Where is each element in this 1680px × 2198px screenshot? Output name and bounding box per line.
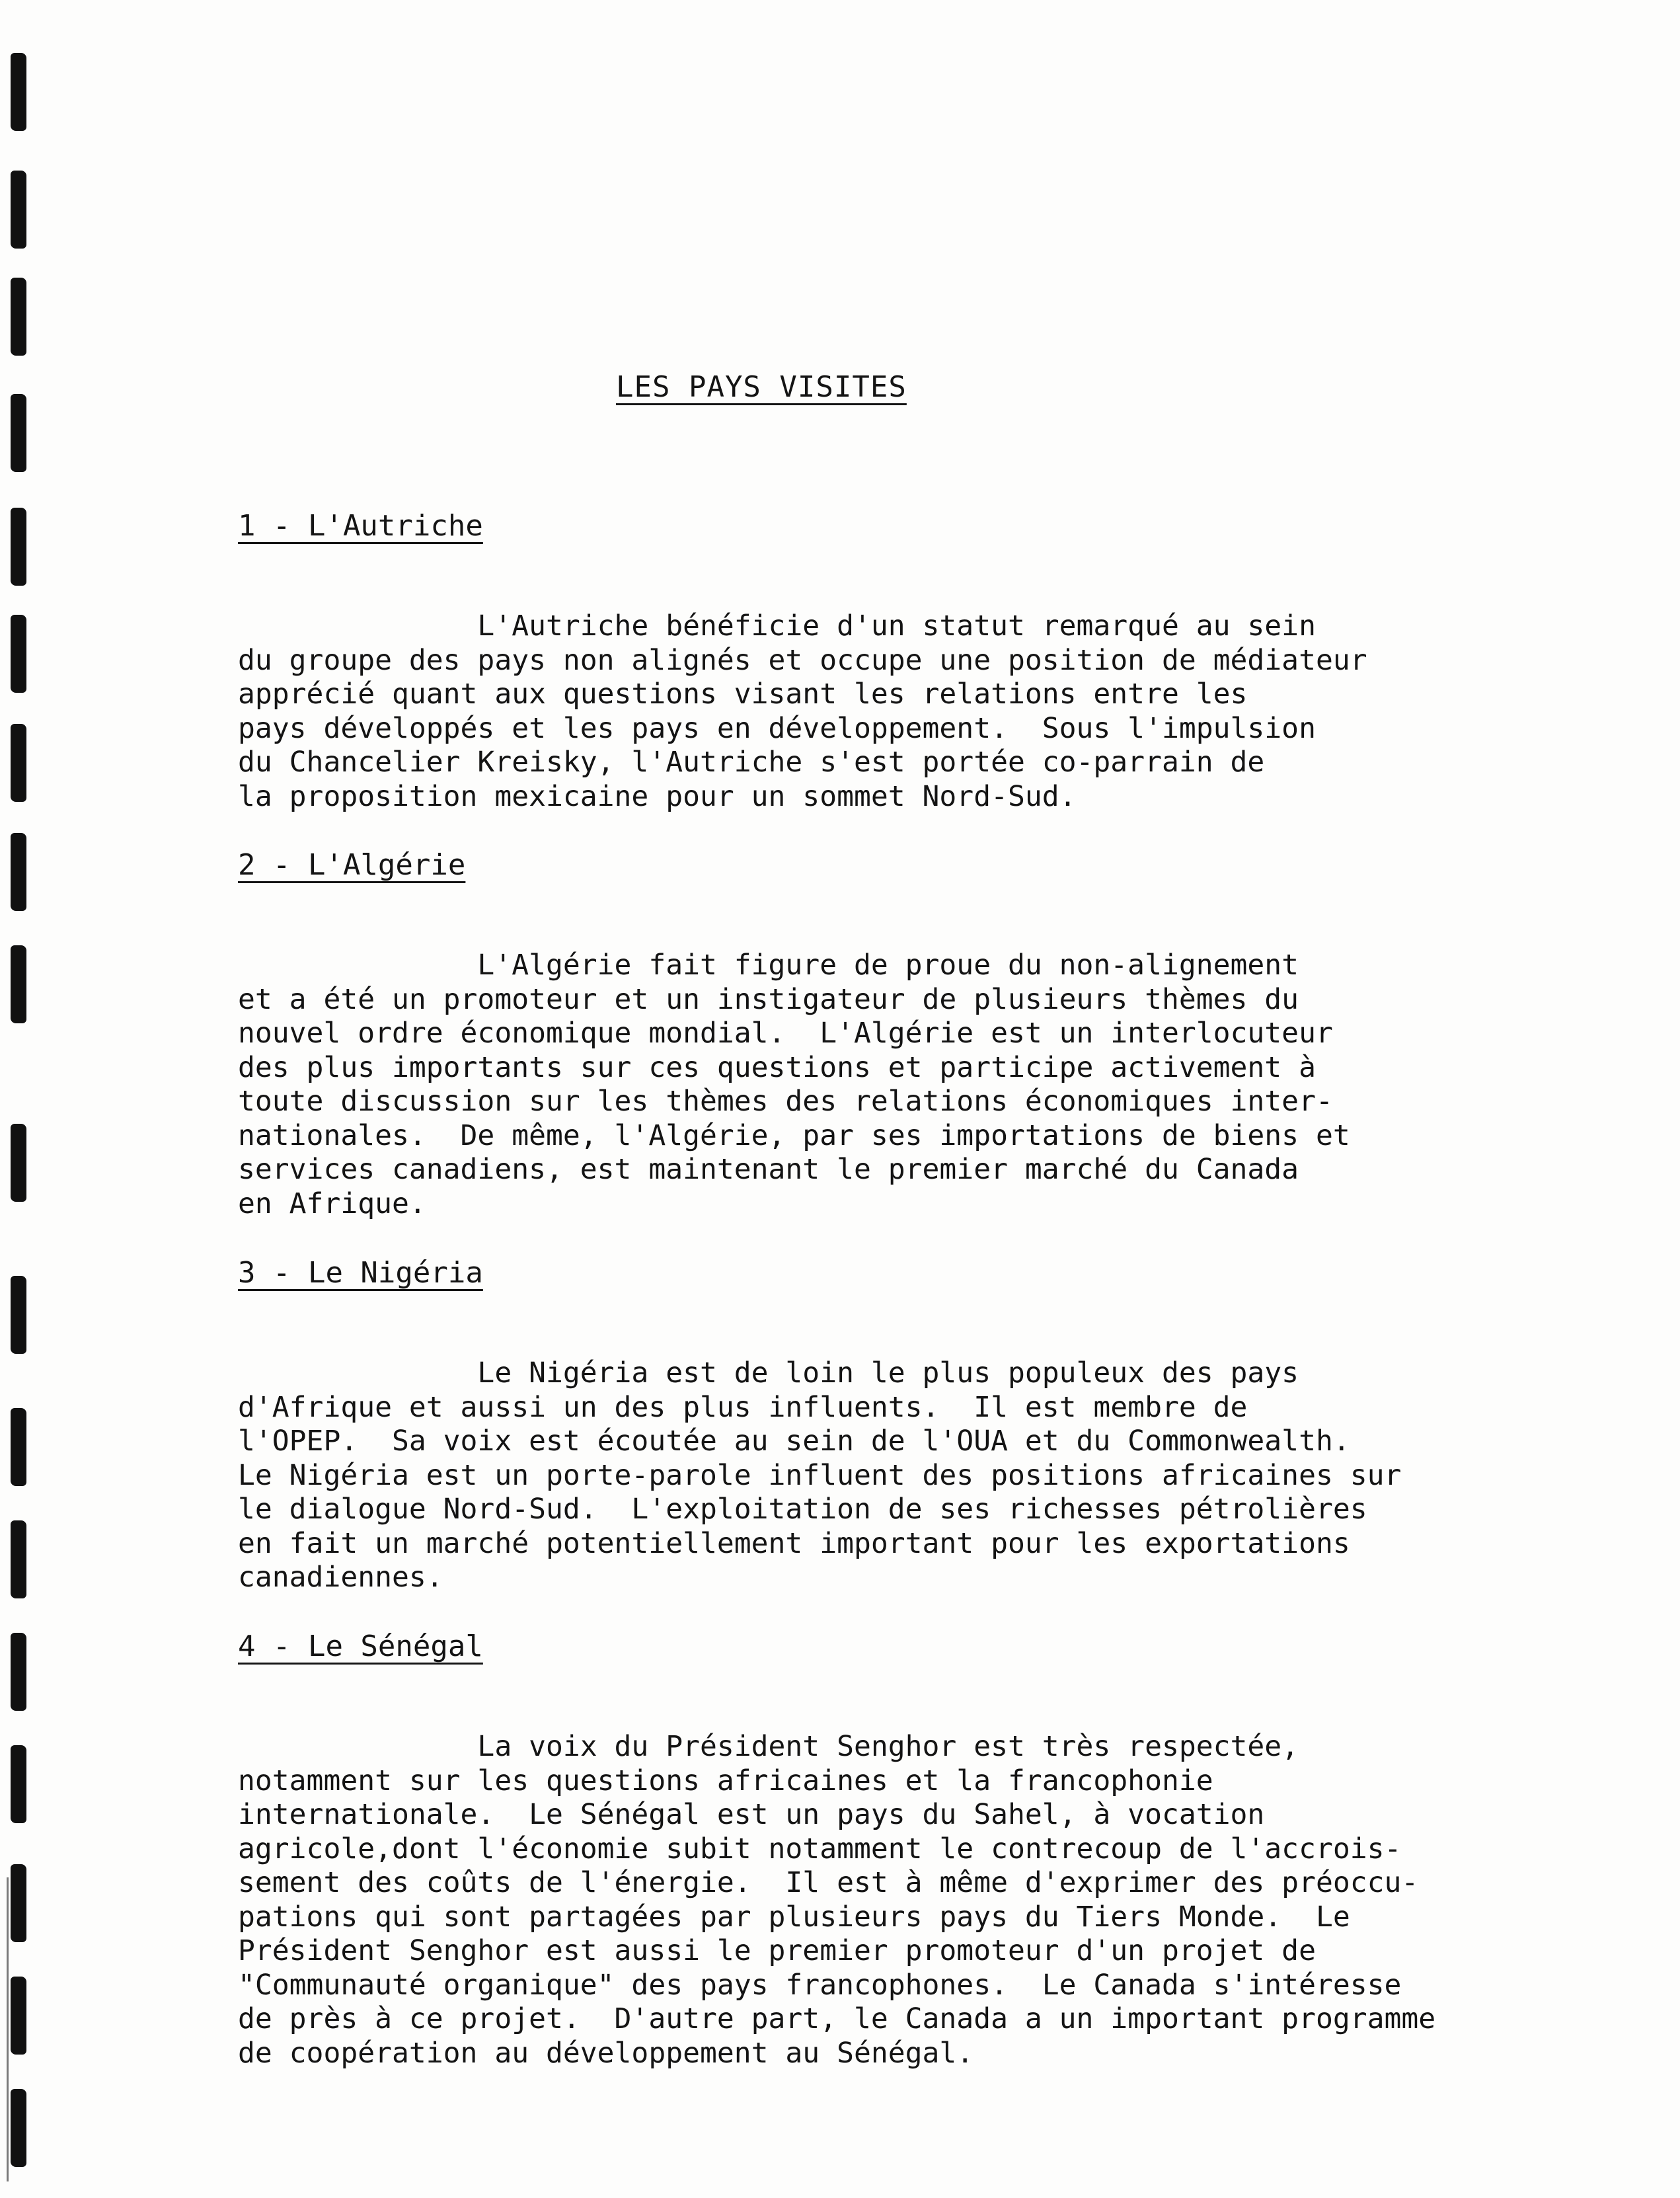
paragraph-line: apprécié quant aux questions visant les relations entre les (238, 678, 1248, 711)
paragraph-line: L'Autriche bénéficie d'un statut remarqué au sein (238, 609, 1316, 643)
binder-hole (11, 945, 26, 1023)
paragraph-line: en fait un marché potentiellement important pour les exportations (238, 1526, 1350, 1560)
binder-hole (11, 278, 26, 356)
binder-hole (11, 2089, 26, 2167)
paragraph-line: L'Algérie fait figure de proue du non-alignement (238, 949, 1299, 982)
section-paragraph-nigeria (238, 1356, 1467, 1595)
paragraph-line: en Afrique. (238, 1187, 426, 1220)
binder-hole (11, 53, 26, 131)
section-heading-autriche: 1 - L'Autriche (238, 509, 483, 543)
binder-hole (11, 1745, 26, 1823)
binder-hole (11, 724, 26, 802)
paragraph-line: sement des coûts de l'énergie. Il est à même d'exprimer des préoccu- (238, 1866, 1419, 1899)
margin-rule (7, 1877, 9, 2181)
paragraph-line: nationales. De même, l'Algérie, par ses importations de biens et (238, 1119, 1350, 1152)
binder-hole (11, 1408, 26, 1486)
paragraph-line: de près à ce projet. D'autre part, le Canada a un important programme (238, 2002, 1436, 2035)
paragraph-line: La voix du Président Senghor est très respectée, (238, 1730, 1299, 1763)
paragraph-line: Le Nigéria est un porte-parole influent des positions africaines sur (238, 1458, 1402, 1492)
binder-hole (11, 171, 26, 249)
section-heading-senegal: 4 - Le Sénégal (238, 1629, 483, 1663)
binder-hole (11, 1276, 26, 1354)
paragraph-line: canadiennes. (238, 1561, 443, 1594)
paragraph-line: la proposition mexicaine pour un sommet Nord-Sud. (238, 779, 1077, 813)
paragraph-line: "Communauté organique" des pays francophones. Le Canada s'intéresse (238, 1968, 1402, 2002)
paragraph-line: le dialogue Nord-Sud. L'exploitation de ses richesses pétrolières (238, 1493, 1367, 1526)
paragraph-line: l'OPEP. Sa voix est écoutée au sein de l'OUA et du Commonwealth. (238, 1425, 1350, 1458)
paragraph-line: de coopération au développement au Sénégal. (238, 2036, 974, 2070)
document-title: LES PAYS VISITES (616, 370, 907, 404)
paragraph-line: et a été un promoteur et un instigateur de plusieurs thèmes du (238, 982, 1299, 1016)
paragraph-line: pays développés et les pays en développement. Sous l'impulsion (238, 711, 1316, 745)
binder-hole (11, 833, 26, 911)
paragraph-line: notamment sur les questions africaines et la francophonie (238, 1764, 1213, 1797)
binder-hole (11, 1633, 26, 1711)
paragraph-line: du groupe des pays non alignés et occupe une position de médiateur (238, 643, 1367, 677)
paragraph-line: des plus importants sur ces questions et participe activement à (238, 1050, 1316, 1084)
section-heading-algerie: 2 - L'Algérie (238, 848, 466, 882)
paragraph-line: nouvel ordre économique mondial. L'Algérie est un interlocuteur (238, 1017, 1333, 1050)
paragraph-line: internationale. Le Sénégal est un pays du Sahel, à vocation (238, 1798, 1265, 1831)
binder-hole (11, 1520, 26, 1598)
binder-hole (11, 1864, 26, 1942)
section-paragraph-autriche (238, 609, 1467, 814)
binder-hole (11, 508, 26, 586)
section-paragraph-algerie (238, 949, 1467, 1221)
section-heading-nigeria: 3 - Le Nigéria (238, 1256, 483, 1290)
paragraph-line: du Chancelier Kreisky, l'Autriche s'est portée co-parrain de (238, 746, 1265, 779)
paragraph-line: Le Nigéria est de loin le plus populeux des pays (238, 1356, 1299, 1390)
binder-hole (11, 394, 26, 472)
binder-hole (11, 1124, 26, 1202)
paragraph-line: agricole,dont l'économie subit notamment le contrecoup de l'accrois- (238, 1832, 1402, 1865)
binder-hole (11, 1977, 26, 2055)
paragraph-line: d'Afrique et aussi un des plus influents. Il est membre de (238, 1390, 1248, 1424)
paragraph-line: services canadiens, est maintenant le premier marché du Canada (238, 1153, 1299, 1186)
binder-hole (11, 615, 26, 693)
paragraph-line: pations qui sont partagées par plusieurs pays du Tiers Monde. Le (238, 1900, 1350, 1934)
section-paragraph-senegal (238, 1730, 1467, 2070)
paragraph-line: Président Senghor est aussi le premier promoteur d'un projet de (238, 1934, 1316, 1967)
paragraph-line: toute discussion sur les thèmes des relations économiques inter- (238, 1085, 1333, 1118)
